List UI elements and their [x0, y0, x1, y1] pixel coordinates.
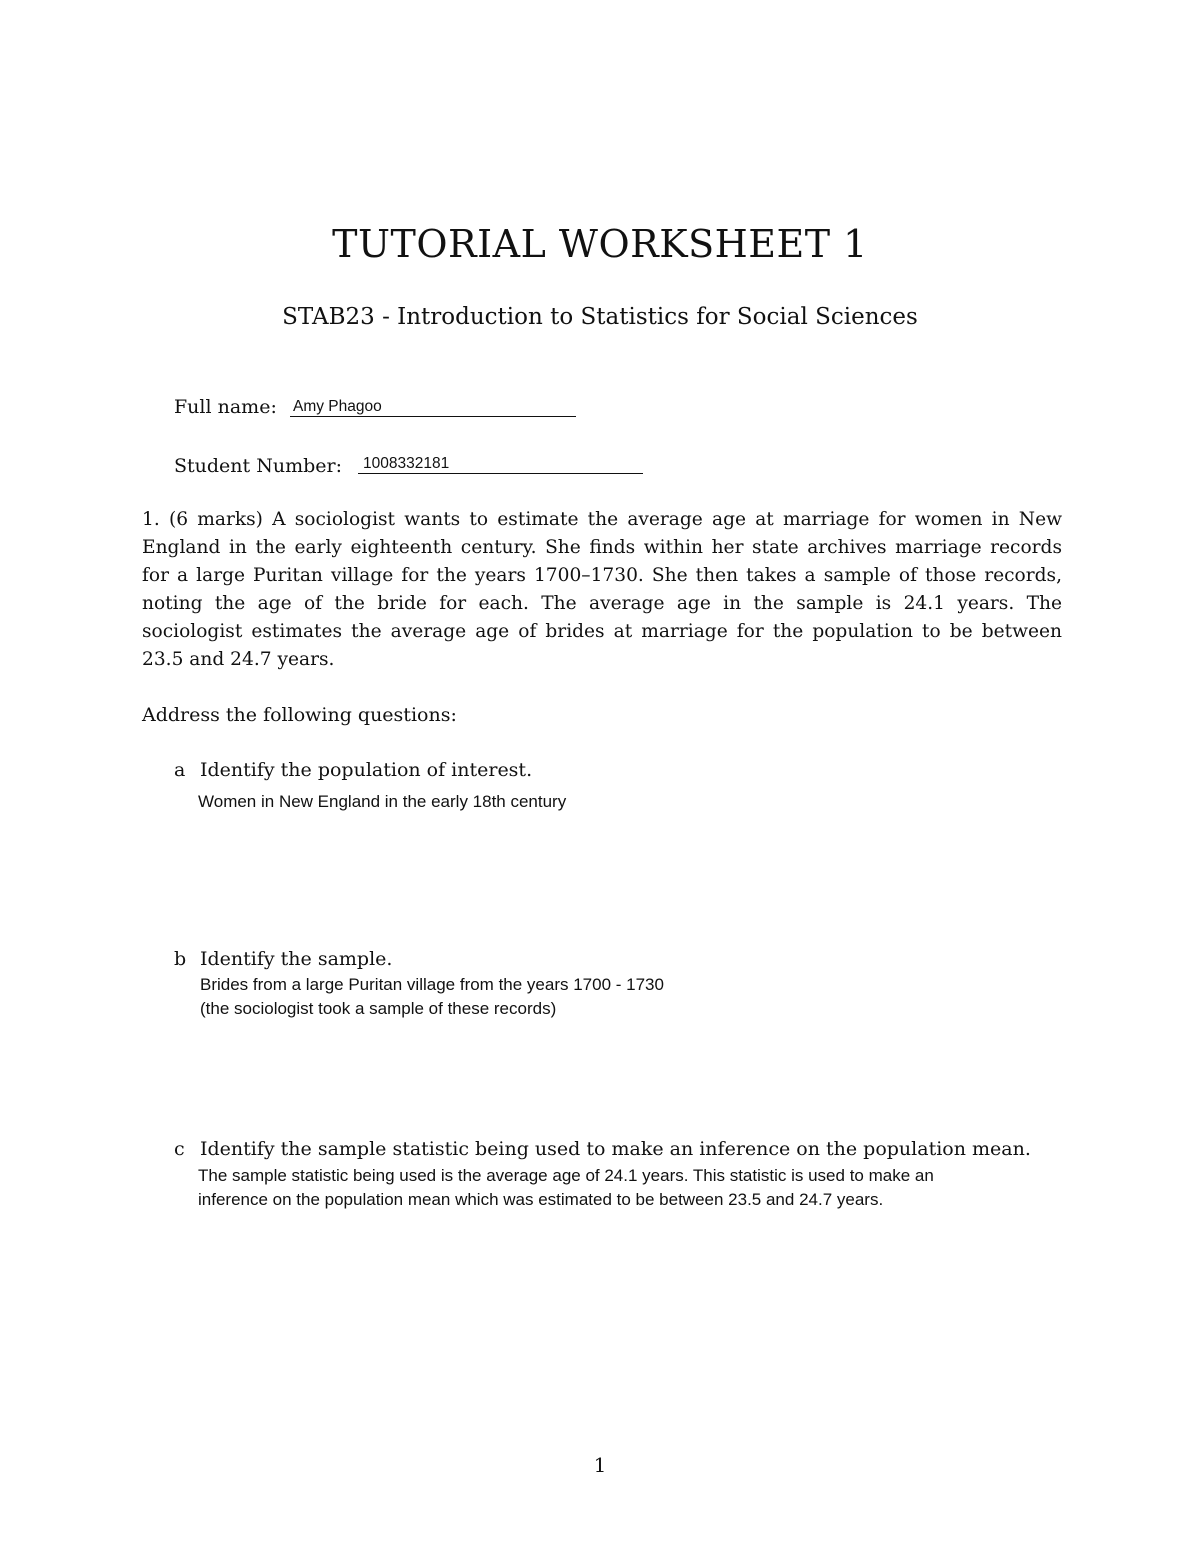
part-c-letter: c [174, 1138, 185, 1160]
question-line: 1. (6 marks) A sociologist wants to estimate the average age at marriage for women in New [142, 509, 1062, 530]
full-name-value[interactable]: Amy Phagoo [293, 398, 382, 415]
question-line: for a large Puritan village for the years 1700–1730. She then takes a sample of those records, [142, 565, 1062, 586]
student-number-label: Student Number: [174, 455, 342, 477]
page-number: 1 [593, 1453, 607, 1477]
part-c-answer[interactable] [198, 1164, 934, 1212]
student-number-line [358, 473, 643, 474]
question-line: England in the early eighteenth century. She finds within her state archives marriage records [142, 537, 1062, 558]
part-a-answer[interactable] [198, 790, 566, 814]
part-a-letter: a [174, 759, 186, 781]
part-c-prompt: Identify the sample statistic being used to make an inference on the population mean. [200, 1138, 1031, 1160]
part-b-prompt: Identify the sample. [200, 948, 393, 970]
worksheet-title: TUTORIAL WORKSHEET 1 [332, 222, 868, 266]
question-line: 23.5 and 24.7 years. [142, 649, 335, 670]
answer-line: inference on the population mean which was estimated to be between 23.5 and 24.7 years. [198, 1190, 884, 1209]
full-name-line [290, 416, 576, 417]
question-line: sociologist estimates the average age of brides at marriage for the population to be between [142, 621, 1062, 642]
course-subtitle: STAB23 - Introduction to Statistics for Social Sciences [282, 304, 918, 330]
instruction-text: Address the following questions: [142, 704, 457, 726]
part-b-answer[interactable] [200, 973, 664, 1021]
question-1-text [142, 506, 1062, 674]
question-line: noting the age of the bride for each. The average age in the sample is 24.1 years. The [142, 593, 1062, 614]
full-name-label: Full name: [174, 396, 277, 418]
student-number-value[interactable]: 1008332181 [363, 455, 450, 472]
answer-line: The sample statistic being used is the average age of 24.1 years. This statistic is used to make an [198, 1166, 934, 1185]
part-a-prompt: Identify the population of interest. [200, 759, 533, 781]
part-b-letter: b [174, 948, 187, 970]
answer-line: Brides from a large Puritan village from the years 1700 - 1730 [200, 975, 664, 994]
answer-line: Women in New England in the early 18th century [198, 792, 567, 811]
answer-line: (the sociologist took a sample of these records) [200, 999, 557, 1018]
